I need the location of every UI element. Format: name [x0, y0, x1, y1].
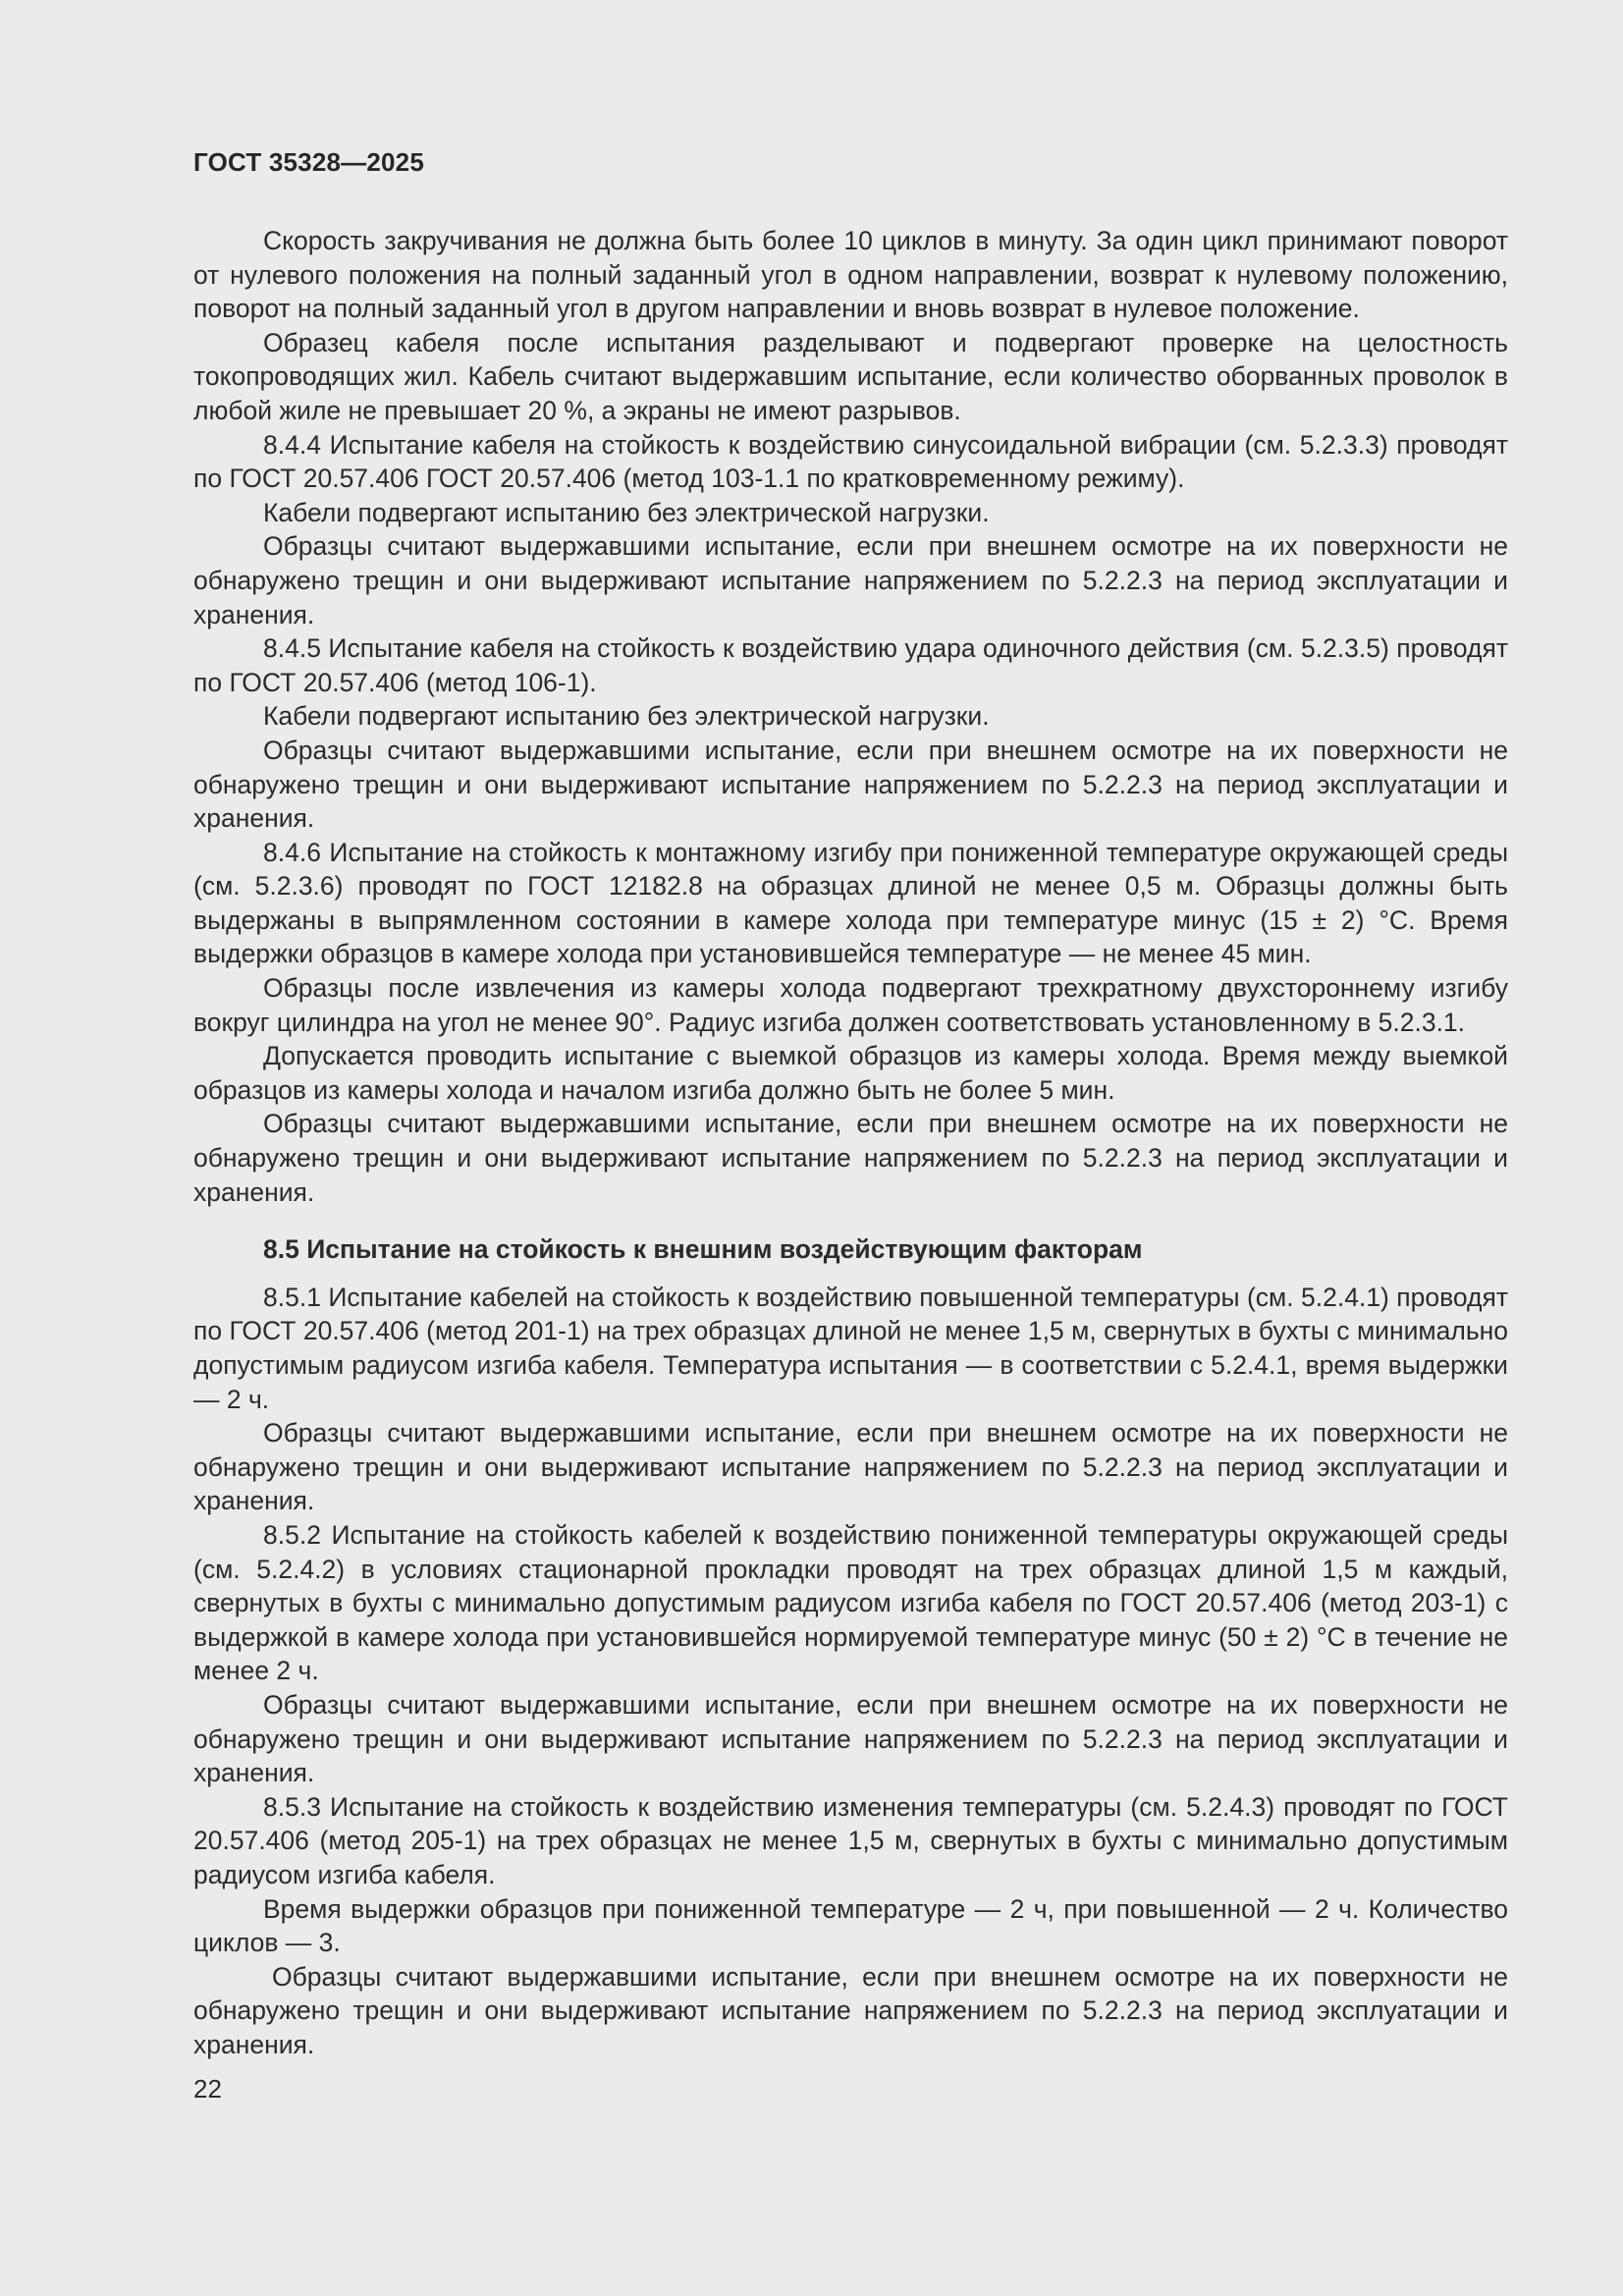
paragraph: Образцы после извлечения из камеры холода подвергают трехкратному двухстороннему изгибу вокруг цилиндра на угол не менее 90°. Радиус изгиба должен соответствовать установленному в 5.2.3.1.	[193, 973, 1508, 1037]
paragraph-8-4-5: 8.4.5 Испытание кабеля на стойкость к воздействию удара одиночного действия (см. 5.2.3.5) проводят по ГОСТ 20.57.406 (метод 106-1).	[193, 633, 1508, 697]
paragraph: Время выдержки образцов при пониженной температуре — 2 ч, при повышенной — 2 ч. Количество циклов — 3.	[193, 1893, 1508, 1958]
paragraph: Образцы считают выдержавшими испытание, если при внешнем осмотре на их поверхности не обнаружено трещин и они выдерживают испытание напряжением по 5.2.2.3 на период эксплуатации и хранения.	[193, 735, 1508, 834]
document-body	[193, 224, 1508, 2061]
paragraph: Допускается проводить испытание с выемкой образцов из камеры холода. Время между выемкой образцов из камеры холода и началом изгиба должно быть не более 5 мин.	[193, 1041, 1508, 1105]
paragraph-8-4-4: 8.4.4 Испытание кабеля на стойкость к воздействию синусоидальной вибрации (см. 5.2.3.3) проводят по ГОСТ 20.57.406 ГОСТ 20.57.406 (метод 103-1.1 по кратковременному режиму).	[193, 429, 1508, 494]
paragraph-8-5-1: 8.5.1 Испытание кабелей на стойкость к воздействию повышенной температуры (см. 5.2.4.1) проводят по ГОСТ 20.57.406 (метод 201-1) на трех образцах длиной не менее 1,5 м, свернутых в бухты с минимально допустимым радиусом изгиба кабеля. Температура испытания — в соответствии с 5.2.4.1, время выдержки — 2 ч.	[193, 1282, 1508, 1414]
paragraph: Образцы считают выдержавшими испытание, если при внешнем осмотре на их поверхности не обнаружено трещин и они выдерживают испытание напряжением по 5.2.2.3 на период эксплуатации и хранения.	[193, 1689, 1508, 1788]
paragraph: Образцы считают выдержавшими испытание, если при внешнем осмотре на их поверхности не обнаружено трещин и они выдерживают испытание напряжением по 5.2.2.3 на период эксплуатации и хранения.	[193, 1418, 1508, 1516]
paragraph: Кабели подвергают испытанию без электрической нагрузки.	[263, 701, 990, 732]
paragraph: Скорость закручивания не должна быть более 10 циклов в минуту. За один цикл принимают поворот от нулевого положения на полный заданный угол в одном направлении, возврат к нулевому положению, поворот на полный заданный угол в другом направлении и вновь возврат в нулевое положение.	[193, 226, 1508, 324]
paragraph: Кабели подвергают испытанию без электрической нагрузки.	[263, 497, 990, 527]
paragraph-8-5-2: 8.5.2 Испытание на стойкость кабелей к воздействию пониженной температуры окружающей среды (см. 5.2.4.2) в условиях стационарной прокладки проводят на трех образцах длиной 1,5 м каждый, свернутых в бухты с минимально допустимым радиусом изгиба кабеля по ГОСТ 20.57.406 (метод 203-1) с выдержкой в камере холода при установившейся нормируемой температуре минус (50 ± 2) °С в течение не менее 2 ч.	[193, 1519, 1508, 1686]
paragraph: Образцы считают выдержавшими испытание, если при внешнем осмотре на их поверхности не обнаружено трещин и они выдерживают испытание напряжением по 5.2.2.3 на период эксплуатации и хранения.	[193, 1109, 1508, 1207]
paragraph-8-4-6: 8.4.6 Испытание на стойкость к монтажному изгибу при пониженной температуре окружающей среды (см. 5.2.3.6) проводят по ГОСТ 12182.8 на образцах длиной не менее 0,5 м. Образцы должны быть выдержаны в выпрямленном состоянии в камере холода при температуре минус (15 ± 2) °С. Время выдержки образцов в камере холода при установившейся температуре — не менее 45 мин.	[193, 837, 1508, 969]
paragraph-8-5-3: 8.5.3 Испытание на стойкость к воздействию изменения температуры (см. 5.2.4.3) проводят по ГОСТ 20.57.406 (метод 205-1) на трех образцах не менее 1,5 м, свернутых в бухты с минимально допустимым радиусом изгиба кабеля.	[193, 1791, 1508, 1889]
paragraph: Образцы считают выдержавшими испытание, если при внешнем осмотре на их поверхности не обнаружено трещин и они выдерживают испытание напряжением по 5.2.2.3 на период эксплуатации и хранения.	[193, 531, 1508, 629]
section-heading-8-5: 8.5 Испытание на стойкость к внешним воздействующим факторам	[263, 1234, 1143, 1265]
document-header: ГОСТ 35328—2025	[193, 147, 424, 177]
paragraph: Образец кабеля после испытания разделывают и подвергают проверке на целостность токопроводящих жил. Кабель считают выдержавшим испытание, если количество оборванных проволок в любой жиле не превышает 20 %, а экраны не имеют разрывов.	[193, 327, 1508, 425]
paragraph: Образцы считают выдержавшими испытание, если при внешнем осмотре на их поверхности не обнаружено трещин и они выдерживают испытание напряжением по 5.2.2.3 на период эксплуатации и хранения.	[193, 1961, 1508, 2059]
page-number: 22	[193, 2074, 222, 2104]
